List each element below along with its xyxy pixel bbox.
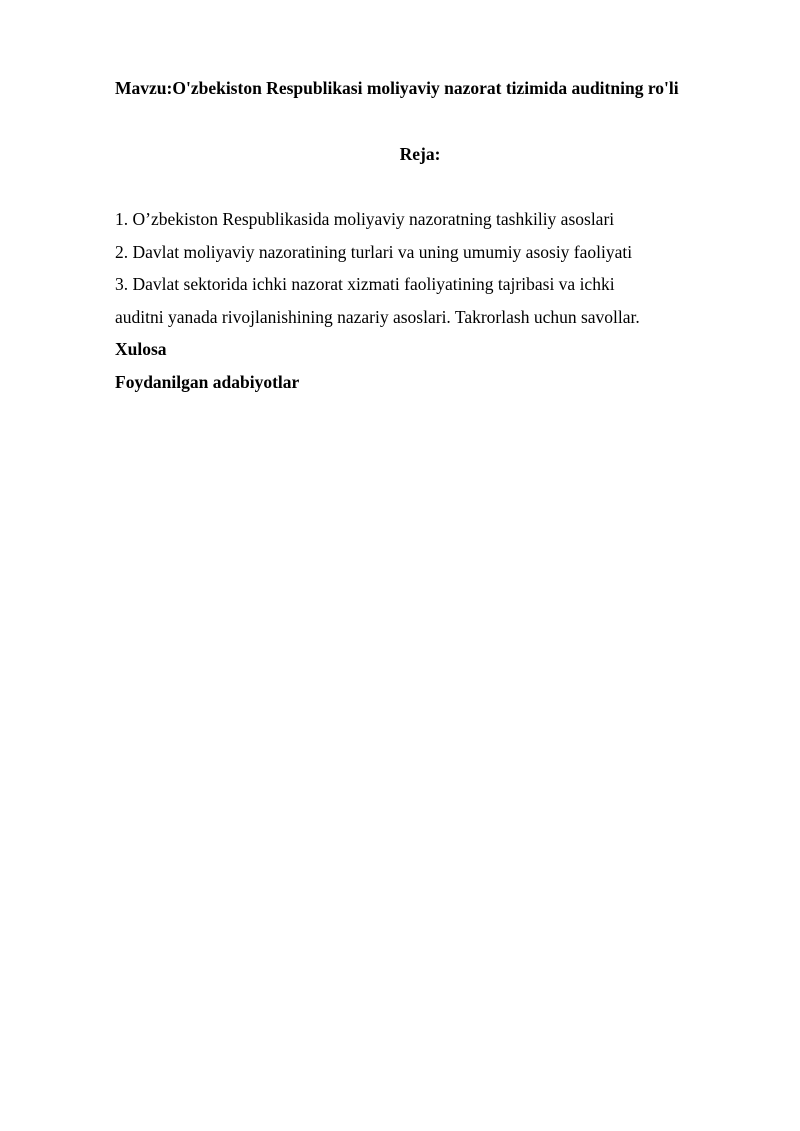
plan-item-1: 1. O’zbekiston Respublikasida moliyaviy nazoratning tashkiliy asoslari — [115, 209, 615, 229]
references-heading: Foydanilgan adabiyotlar — [115, 371, 300, 392]
plan-heading: Reja: — [399, 144, 441, 164]
plan-list — [115, 203, 685, 398]
conclusion-heading: Xulosa — [115, 339, 167, 359]
document-title: Mavzu:O'zbekiston Respublikasi moliyaviy nazorat tizimida auditning ro'li — [115, 78, 679, 98]
plan-item-2: 2. Davlat moliyaviy nazoratining turlari va uning umumiy asosiy faoliyati — [115, 241, 633, 262]
plan-item-3: 3. Davlat sektorida ichki nazorat xizmati faoliyatining tajribasi va ichki auditni yanada rivojlanishining nazariy asoslari. Takrorlash uchun savollar. — [115, 274, 640, 327]
